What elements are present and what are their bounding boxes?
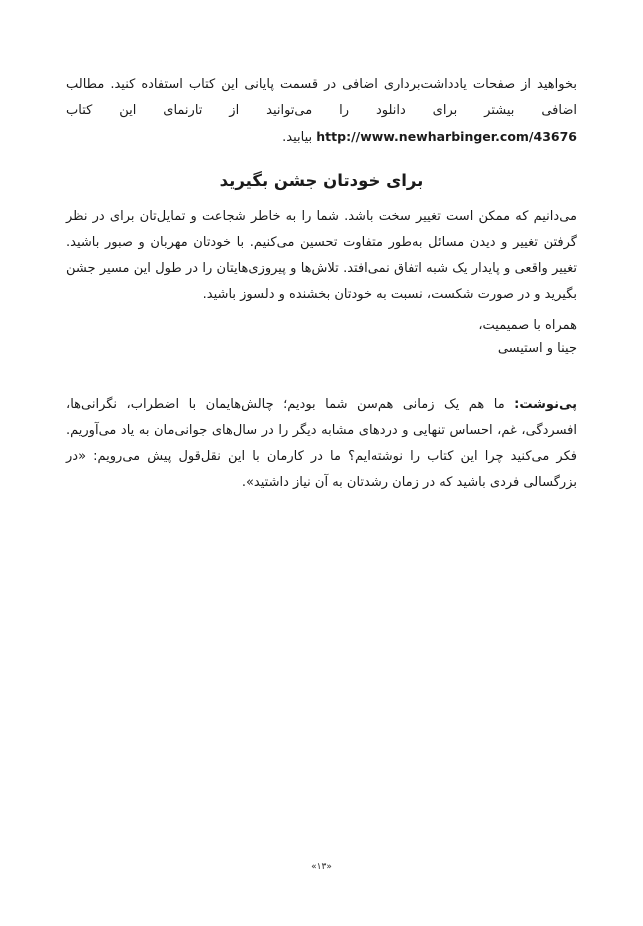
intro-text-before-url: بخواهید از صفحات یادداشت‌برداری اضافی در قسمت پایانی این کتاب استفاده کنید. مطالب اضافی بیشتر برای دانلود را می‌توانید از تارنمای این کتاب (66, 77, 577, 118)
body-paragraph: می‌دانیم که ممکن است تغییر سخت باشد. شما را به خاطر شجاعت و تمایل‌تان برای در نظر گرفتن تغییر و دیدن مسائل به‌طور متفاوت تحسین می‌کنیم. با خودتان مهربان و صبور باشید. تغییر واقعی و پایدار یک شبه اتفاق نمی‌افتد. تلاش‌ها و پیروزی‌هایتان را در طول این مسیر جشن بگیرید و در صورت شکست، نسبت به خودتان بخشنده و دلسوز باشید. (66, 209, 577, 302)
postscript-label: پی‌نوشت: (514, 397, 577, 412)
section-heading: برای خودتان جشن بگیرید (219, 171, 424, 190)
intro-text-after-url: بیابید. (282, 130, 313, 145)
signoff-closing: همراه با صمیمیت، (478, 318, 577, 333)
postscript-paragraph (66, 392, 577, 496)
book-url-link[interactable]: http://www.newharbinger.com/43676 (316, 129, 577, 144)
page-number: «۱۳» (311, 862, 332, 872)
postscript-text: ما هم یک زمانی هم‌سن شما بودیم؛ چالش‌هایمان با اضطراب، نگرانی‌ها، افسردگی، غم، احساس تنهایی و دردهای مشابه دیگر را در سال‌های جوانی‌مان به یاد می‌آوریم. فکر می‌کنید چرا این کتاب را نوشته‌ایم؟ ما در کارمان با این نقل‌قول پیش می‌رویم: «در بزرگسالی فردی باشید که در زمان رشدتان به آن نیاز داشتید». (66, 397, 577, 490)
signoff-names: جینا و استیسی (497, 341, 577, 356)
signoff-block (66, 314, 577, 360)
intro-paragraph (66, 72, 577, 151)
